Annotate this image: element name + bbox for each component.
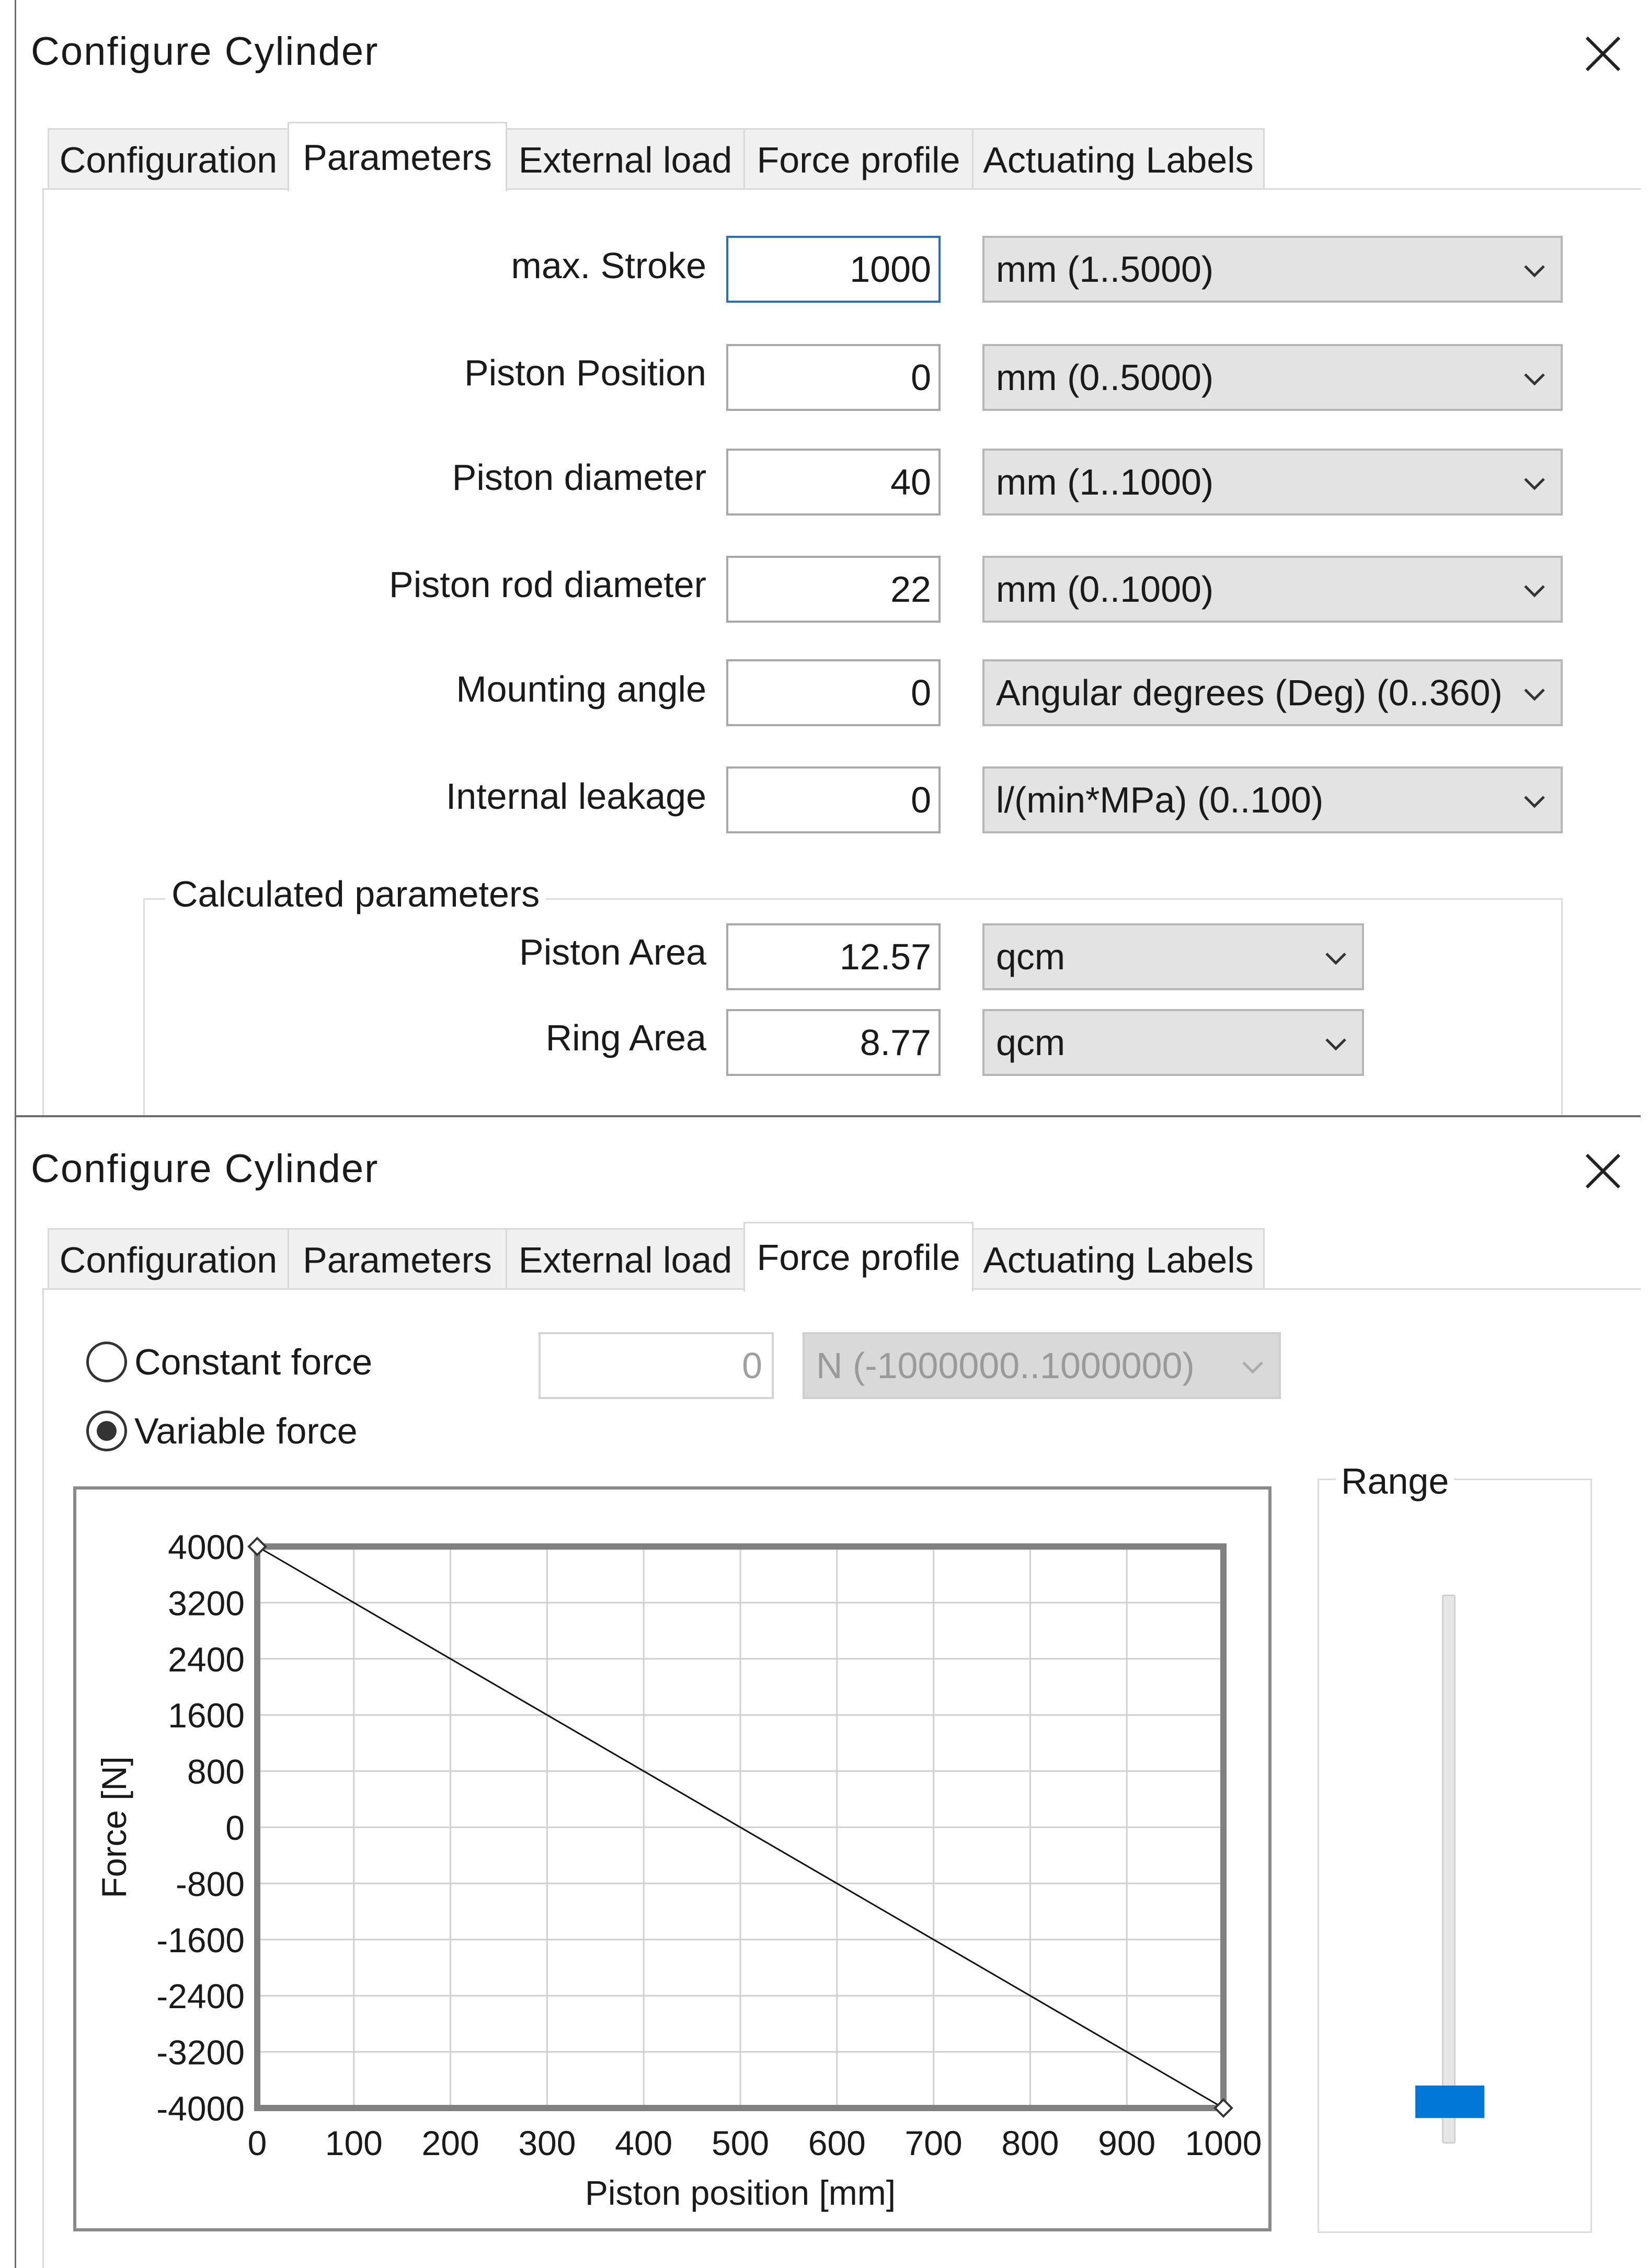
range-slider-track[interactable] xyxy=(1442,1595,1456,2144)
y-tick-label: -800 xyxy=(175,1864,245,1904)
radio-unchecked-icon xyxy=(86,1342,127,1382)
x-tick-label: 700 xyxy=(904,2124,963,2162)
variable-force-label: Variable force xyxy=(134,1411,358,1451)
x-tick-label: 0 xyxy=(247,2124,267,2162)
piston-area-unit-select[interactable] xyxy=(982,923,1364,990)
x-axis-label: Piston position [mm] xyxy=(585,2173,896,2212)
x-tick-label: 1000 xyxy=(1185,2124,1262,2162)
chevron-down-icon xyxy=(1522,681,1547,706)
x-tick-label: 200 xyxy=(421,2124,479,2162)
piston-area-input[interactable]: 12.57 xyxy=(726,923,941,990)
chevron-down-icon xyxy=(1522,578,1547,603)
mounting-angle-input[interactable]: 0 xyxy=(726,659,941,726)
constant-force-label: Constant force xyxy=(134,1342,373,1382)
tab-actuating-labels[interactable]: Actuating Labels xyxy=(972,1228,1265,1290)
max-stroke-unit-select[interactable] xyxy=(982,236,1563,303)
max-stroke-unit-text: mm (1..5000) xyxy=(996,249,1214,290)
configure-cylinder-dialog-parameters xyxy=(15,0,1641,1115)
y-tick-label: 0 xyxy=(225,1808,245,1847)
window-title: Configure Cylinder xyxy=(31,1147,379,1191)
internal-leakage-label: Internal leakage xyxy=(445,776,706,817)
title-bar xyxy=(16,0,1641,105)
parameters-panel xyxy=(42,188,1641,1115)
piston-rod-diameter-unit-text: mm (0..1000) xyxy=(996,569,1214,610)
y-tick-label: 3200 xyxy=(168,1584,245,1623)
tab-strip xyxy=(48,122,1616,190)
ring-area-input[interactable]: 8.77 xyxy=(726,1009,941,1076)
radio-checked-icon xyxy=(86,1411,127,1451)
piston-position-label: Piston Position xyxy=(464,352,706,393)
piston-area-unit-text: qcm xyxy=(996,936,1066,977)
y-tick-label: -3200 xyxy=(156,2033,245,2072)
ring-area-unit-select[interactable] xyxy=(982,1009,1364,1076)
y-tick-label: -1600 xyxy=(156,1920,245,1960)
piston-rod-diameter-input[interactable]: 22 xyxy=(726,556,941,623)
chevron-down-icon xyxy=(1240,1354,1265,1379)
x-tick-label: 600 xyxy=(808,2124,866,2162)
force-profile-chart-svg[interactable] xyxy=(76,1490,1268,2228)
constant-force-unit-select[interactable] xyxy=(803,1332,1281,1399)
tab-external-load[interactable]: External load xyxy=(506,128,745,190)
piston-area-label: Piston Area xyxy=(519,932,706,972)
x-tick-label: 100 xyxy=(325,2124,383,2162)
max-stroke-label: max. Stroke xyxy=(511,245,706,286)
y-tick-label: -4000 xyxy=(156,2089,245,2128)
tab-external-load[interactable]: External load xyxy=(506,1228,745,1290)
calculated-parameters-group-label: Calculated parameters xyxy=(165,873,546,915)
piston-position-unit-text: mm (0..5000) xyxy=(996,357,1214,398)
tab-parameters[interactable]: Parameters xyxy=(288,122,507,191)
y-tick-label: 1600 xyxy=(168,1696,245,1735)
close-button[interactable] xyxy=(1579,30,1627,77)
x-tick-label: 900 xyxy=(1098,2124,1156,2162)
tab-configuration[interactable]: Configuration xyxy=(48,128,289,190)
range-label: Range xyxy=(1336,1460,1454,1502)
ring-area-label: Ring Area xyxy=(545,1017,706,1058)
mounting-angle-unit-select[interactable] xyxy=(982,659,1563,726)
constant-force-unit-text: N (-1000000..1000000) xyxy=(816,1345,1195,1386)
tab-actuating-labels[interactable]: Actuating Labels xyxy=(972,128,1265,190)
force-profile-chart[interactable] xyxy=(73,1486,1272,2231)
piston-rod-diameter-unit-select[interactable] xyxy=(982,556,1563,623)
mounting-angle-unit-text: Angular degrees (Deg) (0..360) xyxy=(996,672,1503,713)
constant-force-input[interactable]: 0 xyxy=(539,1332,774,1399)
tab-force-profile[interactable]: Force profile xyxy=(743,1222,974,1291)
mounting-angle-label: Mounting angle xyxy=(456,669,706,709)
chevron-down-icon xyxy=(1522,258,1547,283)
y-tick-label: 800 xyxy=(187,1752,245,1791)
ring-area-unit-text: qcm xyxy=(996,1022,1066,1063)
y-tick-label: 4000 xyxy=(168,1528,245,1566)
data-point-marker xyxy=(1215,2100,1232,2116)
y-tick-label: 2400 xyxy=(168,1640,245,1679)
chevron-down-icon xyxy=(1323,945,1348,970)
tab-parameters[interactable]: Parameters xyxy=(288,1228,507,1290)
x-tick-label: 500 xyxy=(711,2124,770,2162)
internal-leakage-unit-text: l/(min*MPa) (0..100) xyxy=(996,780,1324,820)
chevron-down-icon xyxy=(1522,471,1547,496)
piston-diameter-input[interactable]: 40 xyxy=(726,449,941,516)
constant-force-radio[interactable] xyxy=(86,1341,372,1383)
piston-rod-diameter-label: Piston rod diameter xyxy=(389,564,706,605)
variable-force-radio[interactable] xyxy=(86,1410,358,1452)
y-tick-label: -2400 xyxy=(156,1977,245,2016)
window-title: Configure Cylinder xyxy=(31,29,379,74)
internal-leakage-unit-select[interactable] xyxy=(982,766,1563,833)
piston-position-unit-select[interactable] xyxy=(982,344,1563,411)
piston-diameter-unit-select[interactable] xyxy=(982,449,1563,516)
internal-leakage-input[interactable]: 0 xyxy=(726,766,941,833)
x-tick-label: 800 xyxy=(1001,2124,1059,2162)
chevron-down-icon xyxy=(1522,366,1547,391)
x-tick-label: 400 xyxy=(615,2124,673,2162)
tab-strip xyxy=(48,1222,1616,1290)
chevron-down-icon xyxy=(1323,1031,1348,1056)
chevron-down-icon xyxy=(1522,788,1547,814)
range-slider-thumb[interactable] xyxy=(1415,2086,1484,2118)
x-tick-label: 300 xyxy=(518,2124,576,2162)
data-point-marker xyxy=(249,1538,266,1555)
close-icon xyxy=(1585,1153,1621,1189)
close-button[interactable] xyxy=(1579,1148,1627,1195)
tab-configuration[interactable]: Configuration xyxy=(48,1228,289,1290)
tab-force-profile[interactable]: Force profile xyxy=(743,128,974,190)
title-bar xyxy=(16,1117,1641,1222)
piston-diameter-label: Piston diameter xyxy=(452,457,706,498)
piston-position-input[interactable]: 0 xyxy=(726,344,941,411)
max-stroke-input[interactable]: 1000 xyxy=(726,236,941,303)
y-axis-label: Force [N] xyxy=(95,1756,133,1898)
piston-diameter-unit-text: mm (1..1000) xyxy=(996,462,1214,502)
close-icon xyxy=(1585,36,1621,72)
